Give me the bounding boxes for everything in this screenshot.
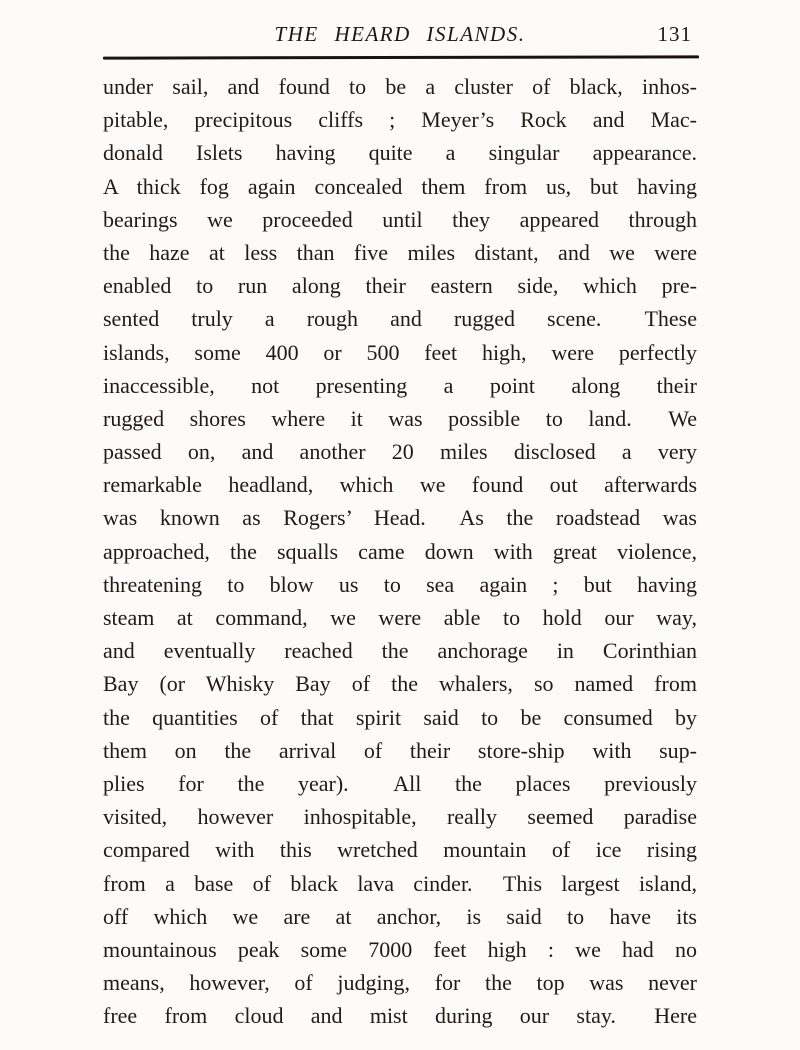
- text-line: passed on, and another 20 miles disclosed a very: [103, 439, 697, 465]
- header-rule: [103, 55, 699, 59]
- text-line: the quantities of that spirit said to be consumed by: [103, 704, 697, 730]
- text-line: islands, some 400 or 500 feet high, were perfectly: [103, 339, 697, 365]
- text-line: enabled to run along their eastern side, which pre-: [103, 273, 697, 299]
- text-line: mountainous peak some 7000 feet high : we had no: [103, 936, 697, 962]
- page-title: THE HEARD ISLANDS.: [274, 22, 526, 46]
- text-line: off which we are at anchor, is said to have its: [103, 903, 697, 929]
- text-line: free from cloud and mist during our stay. Here: [103, 1003, 697, 1029]
- text-line: inaccessible, not presenting a point along their: [103, 372, 697, 398]
- text-line: visited, however inhospitable, really seemed paradise: [103, 804, 697, 830]
- text-line: under sail, and found to be a cluster of black, inhos-: [103, 74, 697, 99]
- text-line: plies for the year). All the places previously: [103, 770, 697, 796]
- text-line: bearings we proceeded until they appeared through: [103, 206, 697, 232]
- text-line: compared with this wretched mountain of ice rising: [103, 837, 697, 863]
- text-line: from a base of black lava cinder. This largest island,: [103, 870, 697, 896]
- text-line: steam at command, we were able to hold our way,: [103, 605, 697, 630]
- text-line: threatening to blow us to sea again ; but having: [103, 571, 697, 597]
- text-line: pitable, precipitous cliffs ; Meyer’s Rock and Mac-: [103, 107, 697, 133]
- text-line: rugged shores where it was possible to land. We: [103, 405, 697, 431]
- text-line: means, however, of judging, for the top was never: [103, 970, 697, 996]
- text-line: sented truly a rough and rugged scene. These: [103, 306, 697, 332]
- text-line: and eventually reached the anchorage in Corinthian: [103, 638, 697, 664]
- text-line: the haze at less than five miles distant, and we were: [103, 239, 697, 265]
- page-number: 131: [657, 22, 692, 46]
- text-line: A thick fog again concealed them from us, but having: [103, 173, 697, 199]
- body-text: [103, 70, 697, 1032]
- text-line: remarkable headland, which we found out afterwards: [103, 472, 697, 498]
- text-line: was known as Rogers’ Head. As the roadstead was: [103, 505, 697, 531]
- text-line: approached, the squalls came down with great violence,: [103, 538, 697, 564]
- text-line: Bay (or Whisky Bay of the whalers, so named from: [103, 671, 697, 697]
- text-line: them on the arrival of their store-ship with sup-: [103, 737, 697, 763]
- text-line: donald Islets having quite a singular appearance.: [103, 140, 697, 166]
- running-head: [103, 22, 697, 48]
